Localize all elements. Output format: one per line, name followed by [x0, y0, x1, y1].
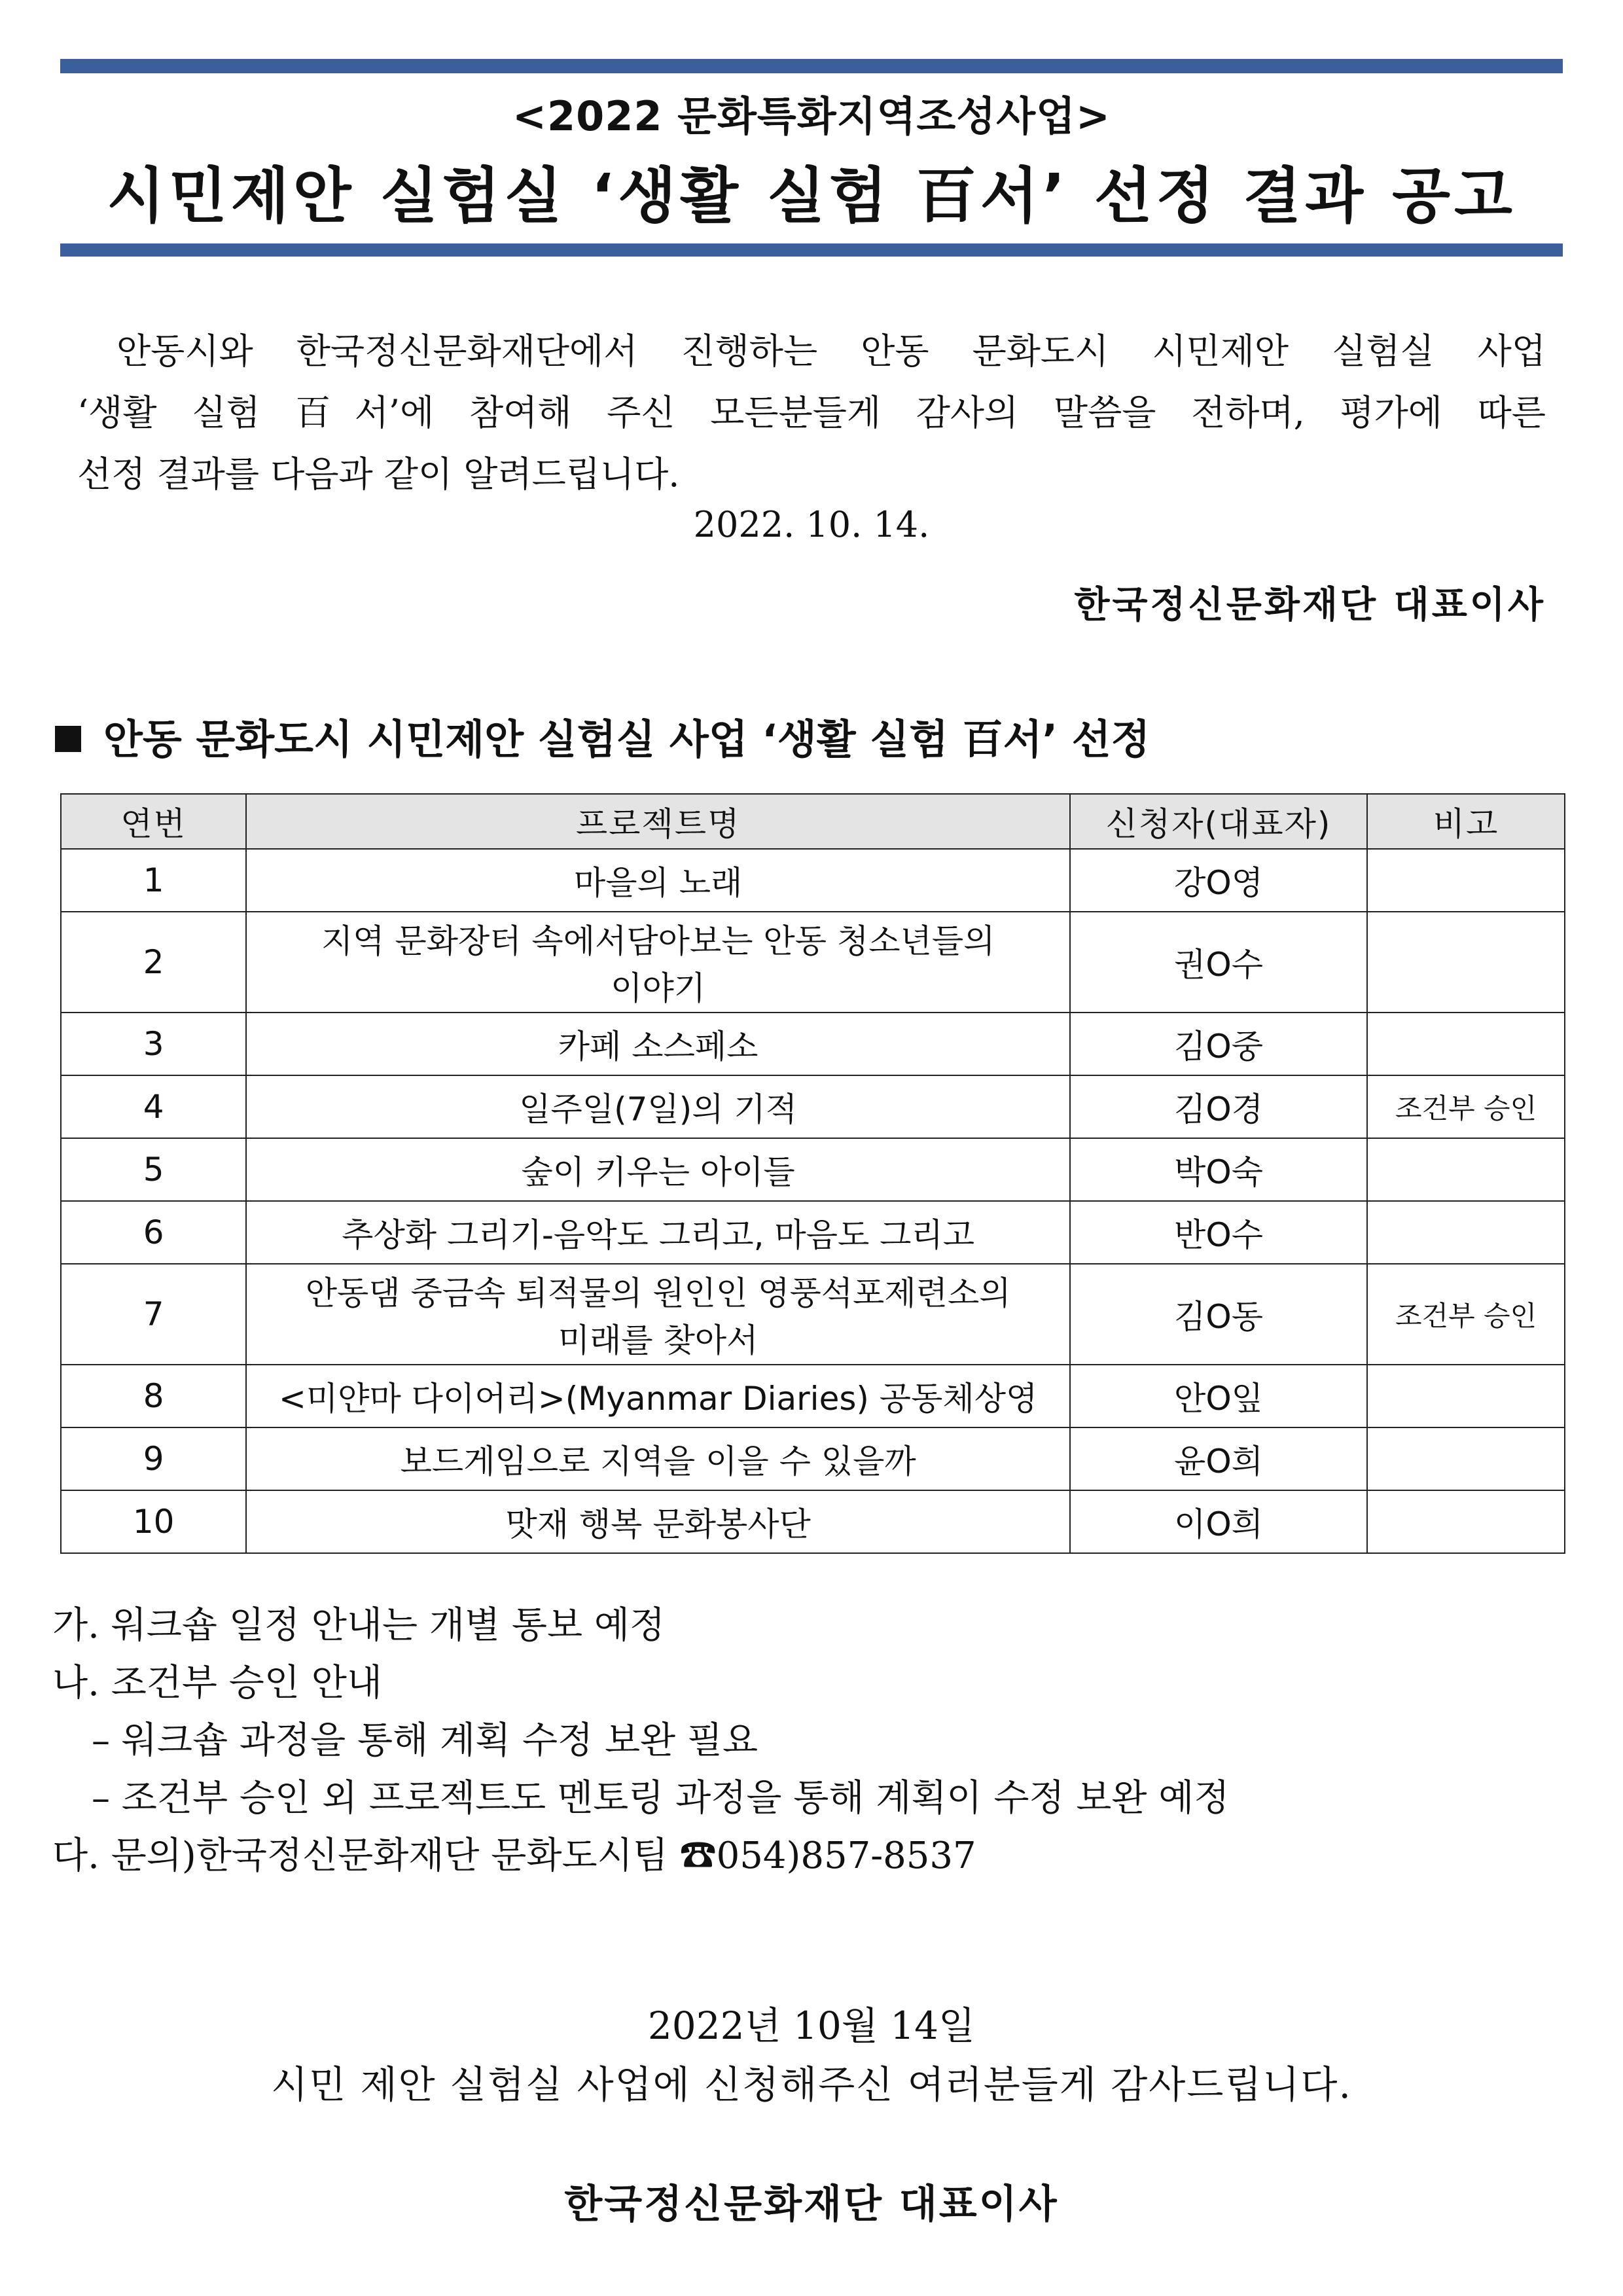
- row-no: 10: [61, 1490, 246, 1553]
- note-sub-item: – 워크숍 과정을 통해 계획 수정 보완 필요: [92, 1719, 758, 1762]
- intro-line: 선정 결과를 다음과 같이 알려드립니다.: [77, 454, 680, 495]
- intro-paragraph: [77, 321, 1546, 505]
- document-subtitle: <2022 문화특화지역조성사업>: [512, 92, 1111, 140]
- row-project: 카페 소스페소: [246, 1013, 1070, 1075]
- table-row: [61, 1075, 1565, 1138]
- table-row: [61, 1138, 1565, 1201]
- row-applicant: 강O영: [1070, 849, 1367, 912]
- intro-line: ‘생활 실험 百서’에 참여해 주신 모든분들게 감사의 말씀을 전하며, 평가에 따른: [77, 392, 1546, 433]
- row-project: 보드게임으로 지역을 이을 수 있을까: [246, 1427, 1070, 1490]
- row-note: [1367, 1365, 1565, 1427]
- header-note: 비고: [1367, 794, 1565, 849]
- row-note: [1367, 1427, 1565, 1490]
- header-applicant: 신청자(대표자): [1070, 794, 1367, 849]
- row-project-line: 안동댐 중금속 퇴적물의 원인인 영풍석포제련소의: [305, 1274, 1011, 1312]
- row-project: [246, 912, 1070, 1013]
- row-project: <미얀마 다이어리>(Myanmar Diaries) 공동체상영: [246, 1365, 1070, 1427]
- row-applicant: 박O숙: [1070, 1138, 1367, 1201]
- row-project: 맛재 행복 문화봉사단: [246, 1490, 1070, 1553]
- row-no: 4: [61, 1075, 246, 1138]
- table-row: [61, 849, 1565, 912]
- row-no: 8: [61, 1365, 246, 1427]
- document-title: 시민제안 실험실 ‘생활 실험 百서’ 선정 결과 공고: [107, 161, 1516, 231]
- row-applicant: 김O중: [1070, 1013, 1367, 1075]
- row-note: [1367, 849, 1565, 912]
- row-no: 5: [61, 1138, 246, 1201]
- intro-line: 안동시와 한국정신문화재단에서 진행하는 안동 문화도시 시민제안 실험실 사업: [116, 331, 1546, 372]
- header-project: 프로젝트명: [246, 794, 1070, 849]
- row-no: 3: [61, 1013, 246, 1075]
- row-applicant: 안O잎: [1070, 1365, 1367, 1427]
- row-applicant: 이O희: [1070, 1490, 1367, 1553]
- table-row: [61, 1264, 1565, 1365]
- row-no: 7: [61, 1264, 246, 1365]
- notes-list: [52, 1597, 1230, 1885]
- row-project: 마을의 노래: [246, 849, 1070, 912]
- row-note: 조건부 승인: [1367, 1075, 1565, 1138]
- notice-issuer: 한국정신문화재단 대표이사: [1074, 583, 1546, 626]
- row-project: [246, 1264, 1070, 1365]
- closing-thanks: 시민 제안 실험실 사업에 신청해주신 여러분들게 감사드립니다.: [271, 2062, 1352, 2107]
- closing-date: 2022년 10월 14일: [647, 2003, 976, 2048]
- row-project: 숲이 키우는 아이들: [246, 1138, 1070, 1201]
- table-row: [61, 1201, 1565, 1264]
- selection-result-table: [60, 793, 1565, 1554]
- table-row: [61, 1490, 1565, 1553]
- header-bottom-rule: [60, 243, 1563, 257]
- closing-issuer: 한국정신문화재단 대표이사: [564, 2181, 1059, 2227]
- note-workshop-schedule: 가. 워크숍 일정 안내는 개별 통보 예정: [52, 1604, 666, 1647]
- row-no: 2: [61, 912, 246, 1013]
- header-top-rule: [60, 59, 1563, 73]
- row-project: 추상화 그리기-음악도 그리고, 마음도 그리고: [246, 1201, 1070, 1264]
- row-no: 6: [61, 1201, 246, 1264]
- section-heading: [55, 707, 1150, 765]
- row-applicant: 반O수: [1070, 1201, 1367, 1264]
- row-project-line: 지역 문화장터 속에서담아보는 안동 청소년들의: [321, 922, 995, 960]
- row-project: 일주일(7일)의 기적: [246, 1075, 1070, 1138]
- row-note: [1367, 1201, 1565, 1264]
- row-note: [1367, 1013, 1565, 1075]
- note-contact: 다. 문의)한국정신문화재단 문화도시팀 ☎054)857-8537: [52, 1835, 976, 1877]
- square-bullet-icon: [55, 726, 81, 752]
- row-note: 조건부 승인: [1367, 1264, 1565, 1365]
- section-heading-text: 안동 문화도시 시민제안 실험실 사업 ‘생활 실험 百서’ 선정: [103, 715, 1150, 763]
- row-project-line: 이야기: [611, 969, 706, 1007]
- table-row: [61, 1013, 1565, 1075]
- table-header-row: [61, 794, 1565, 849]
- row-note: [1367, 912, 1565, 1013]
- row-note: [1367, 1490, 1565, 1553]
- row-project-line: 미래를 찾아서: [558, 1321, 758, 1359]
- note-sub-item: – 조건부 승인 외 프로젝트도 멘토링 과정을 통해 계획이 수정 보완 예정: [92, 1777, 1230, 1820]
- row-no: 9: [61, 1427, 246, 1490]
- table-row: [61, 1427, 1565, 1490]
- notice-date: 2022. 10. 14.: [693, 504, 930, 545]
- row-applicant: 김O경: [1070, 1075, 1367, 1138]
- row-no: 1: [61, 849, 246, 912]
- table-row: [61, 1365, 1565, 1427]
- row-applicant: 윤O희: [1070, 1427, 1367, 1490]
- note-conditional-approval: 나. 조건부 승인 안내: [52, 1662, 382, 1704]
- row-note: [1367, 1138, 1565, 1201]
- row-applicant: 김O동: [1070, 1264, 1367, 1365]
- table-row: [61, 912, 1565, 1013]
- header-no: 연번: [61, 794, 246, 849]
- row-applicant: 권O수: [1070, 912, 1367, 1013]
